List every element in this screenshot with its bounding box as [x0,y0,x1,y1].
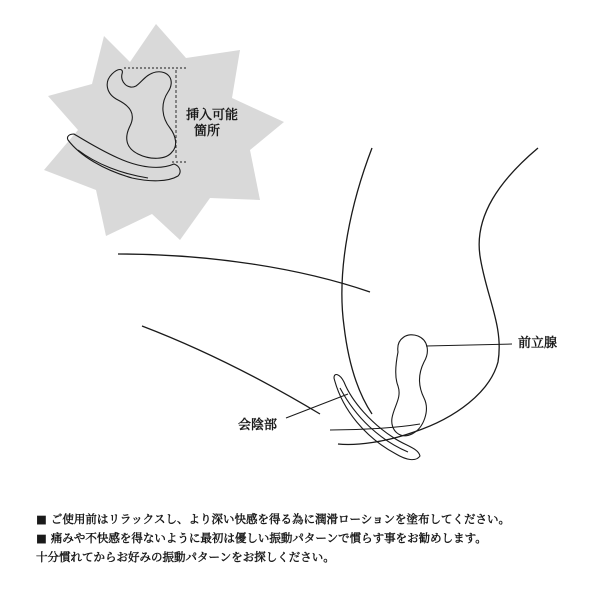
prostate-label: 前立腺 [518,336,558,351]
insertable-area-label [186,108,238,140]
insertable-area-label-line2: 箇所 [194,124,221,139]
usage-notes [36,510,586,567]
inset-starburst [44,24,284,240]
usage-note: ■ 痛みや不快感を得ないように最初は優しい振動パターンで慣らす事をお勧めします。 [36,531,487,545]
perineum-label: 会陰部 [238,418,278,433]
usage-note: 十分慣れてからお好みの振動パターンをお探しください。 [36,550,335,564]
perineum-leader-line [286,394,348,418]
insertable-area-label-line1: 挿入可能 [186,108,239,123]
usage-note: ■ ご使用前はリラックスし、より深い快感を得る為に潤滑ローションを塗布してください。 [36,512,511,526]
